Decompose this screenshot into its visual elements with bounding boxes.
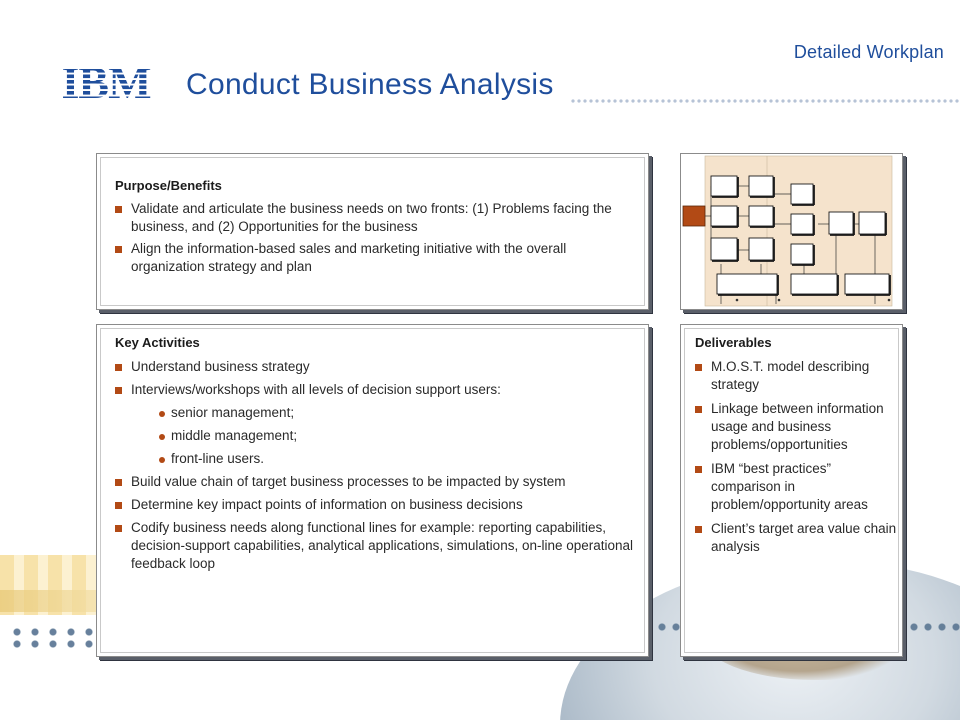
value-chain-diagram [681,154,904,311]
diagram-box [791,214,813,234]
list-item-text: Interviews/workshops with all levels of decision support users: [131,382,501,397]
key-activities-title: Key Activities [115,335,200,350]
list-item [695,520,898,556]
round-bullet-icon [159,457,165,463]
sub-list-item [159,427,634,445]
sub-list-item [159,404,634,422]
list-item-text: Codify business needs along functional lines for example: reporting capabilities, decision-support capabilities, analytical applications, simulations, on-line operational feedback loop [131,520,634,571]
list-item [115,358,634,376]
square-bullet-icon [695,466,702,473]
ibm-logo [52,58,160,102]
list-item-text: senior management; [171,405,295,420]
diagram-box [749,238,773,260]
diagram-box [791,274,837,294]
purpose-list [115,200,632,276]
diagram-box [711,176,737,196]
square-bullet-icon [115,502,122,509]
list-item [695,460,898,514]
diagram-box [711,206,737,226]
list-item [115,200,632,236]
list-item-text: Validate and articulate the business needs on two fronts: (1) Problems facing the business, and (2) Opportunities for the business [131,201,612,234]
diagram-box [711,238,737,260]
square-bullet-icon [115,206,122,213]
key-activities-list [115,358,634,573]
diagram-box [791,184,813,204]
list-item-text: front-line users. [171,451,265,466]
list-item-text: Determine key impact points of information on business decisions [131,497,523,512]
round-bullet-icon [159,411,165,417]
diagram-box [845,274,889,294]
list-item [115,473,634,491]
background-dot-pattern-left [8,626,98,650]
list-item-text: Align the information-based sales and marketing initiative with the overall organization strategy and plan [131,241,567,274]
title-dotted-rule [570,99,960,103]
deliverables-title: Deliverables [695,335,772,350]
purpose-benefits-panel [96,153,649,310]
background-building-graphic-2 [0,590,100,612]
square-bullet-icon [115,479,122,486]
list-item [695,400,898,454]
square-bullet-icon [115,387,122,394]
list-item [115,240,632,276]
diagram-box [749,206,773,226]
diagram-box [791,244,813,264]
deliverables-panel [680,324,903,657]
diagram-box [859,212,885,234]
page-title: Conduct Business Analysis [186,68,554,101]
list-item [115,496,634,514]
square-bullet-icon [115,246,122,253]
list-item-text: IBM “best practices” comparison in problem/opportunity areas [711,461,868,512]
diagram-highlight-box [683,206,705,226]
list-item-text: Build value chain of target business processes to be impacted by system [131,474,566,489]
diagram-box [829,212,853,234]
list-item-text: Client’s target area value chain analysis [711,521,897,554]
square-bullet-icon [115,364,122,371]
round-bullet-icon [159,434,165,440]
key-activities-panel [96,324,649,657]
deliverables-list [695,358,898,556]
list-item [115,381,634,399]
section-label: Detailed Workplan [793,42,944,62]
list-item [115,519,634,573]
diagram-box [749,176,773,196]
purpose-title: Purpose/Benefits [115,178,222,193]
svg-text:IBM: IBM [61,58,151,102]
diagram-box [717,274,777,294]
list-item-text: Linkage between information usage and business problems/opportunities [711,401,884,452]
value-chain-diagram-panel [680,153,903,310]
square-bullet-icon [695,406,702,413]
square-bullet-icon [695,526,702,533]
list-item [695,358,898,394]
sub-list-item [159,450,634,468]
list-item-text: Understand business strategy [131,359,310,374]
list-item-text: M.O.S.T. model describing strategy [711,359,870,392]
square-bullet-icon [695,364,702,371]
square-bullet-icon [115,525,122,532]
list-item-text: middle management; [171,428,298,443]
